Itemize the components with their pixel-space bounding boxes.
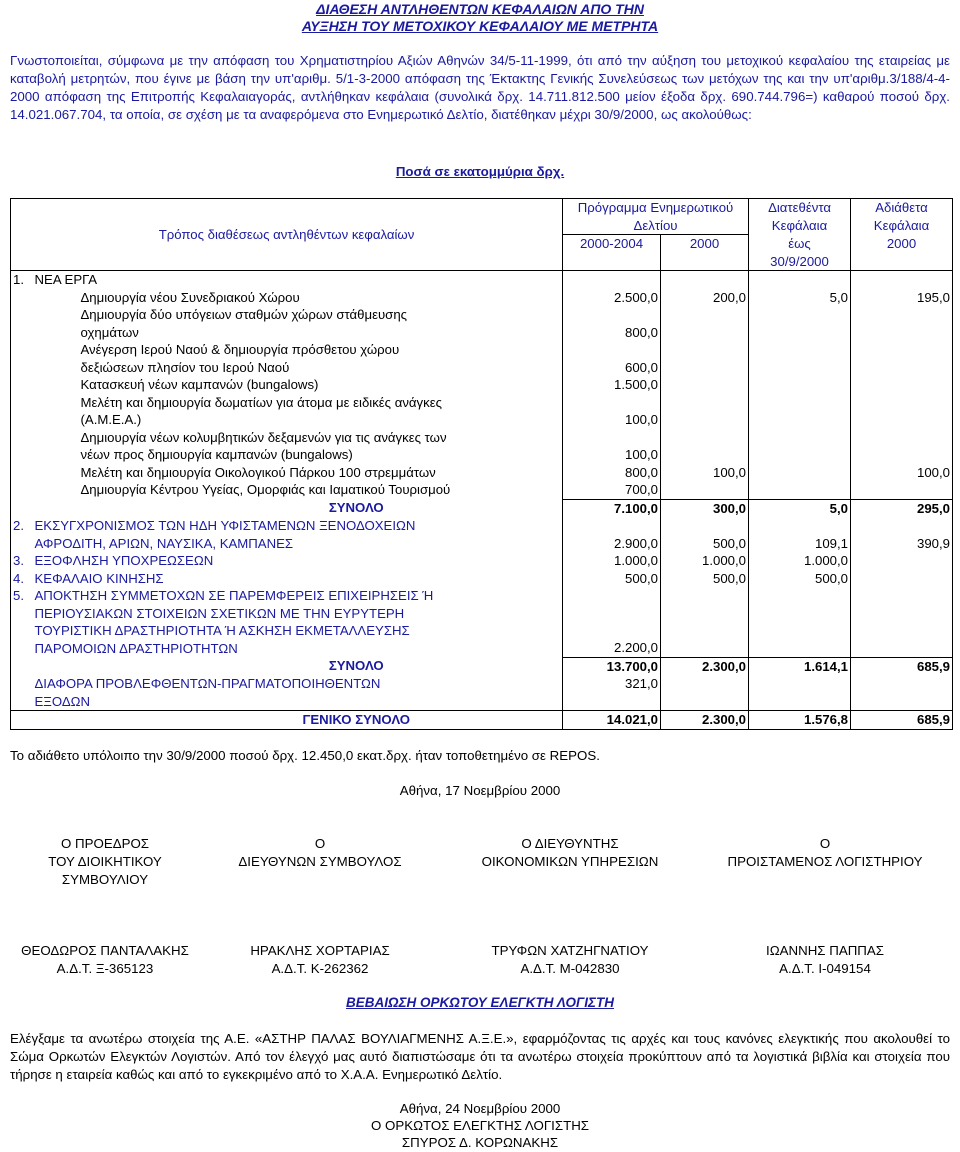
row-text-line: ΕΞΟΦΛΗΣΗ ΥΠΟΧΡΕΩΣΕΩΝ [34, 553, 214, 568]
subtotal-row [11, 499, 953, 517]
row-text-line: (Α.Μ.Ε.Α.) [80, 412, 142, 427]
table-row [11, 289, 953, 307]
row-number-empty [11, 394, 33, 429]
header-program-line1: Πρόγραμμα Ενημερωτικού [563, 199, 749, 217]
header-spent-line3: έως [749, 235, 851, 253]
signatory-title-line: Ο ΔΙΕΥΘΥΝΤΗΣ [521, 836, 619, 851]
value-unused: 685,9 [851, 711, 953, 730]
signatory-title-2 [200, 835, 440, 889]
value-program-total: 13.700,0 [563, 657, 661, 675]
row-text-line: Δημιουργία νέων κολυμβητικών δεξαμενών για τις ανάγκες των [80, 429, 447, 445]
value-unused [851, 306, 953, 341]
section-description [33, 517, 563, 552]
row-description [33, 289, 563, 307]
row-text-line: ΔΙΑΦΟΡΑ ΠΡΟΒΛΕΦΘΕΝΤΩΝ-ΠΡΑΓΜΑΤΟΠΟΙΗΘΕΝΤΩΝ [34, 676, 381, 691]
row-text-line: οχημάτων [80, 324, 139, 340]
value-program-2000 [661, 306, 749, 341]
row-number-empty [11, 675, 33, 711]
row-text-line: Μελέτη και δημιουργία δωματίων για άτομα με ειδικές ανάγκες [80, 394, 442, 410]
row-text-line: ΠΑΡΟΜΟΙΩΝ ΔΡΑΣΤΗΡΙΟΤΗΤΩΝ [34, 640, 238, 656]
row-number-empty [11, 499, 33, 517]
signatory-name: ΙΩΑΝΝΗΣ ΠΑΠΠΑΣ [766, 943, 884, 958]
allocation-table [10, 198, 953, 730]
value-spent: 109,1 [749, 517, 851, 552]
value-program-total: 800,0 [563, 306, 661, 341]
section-title: ΝΕΑ ΕΡΓΑ [33, 271, 563, 289]
row-number-empty [11, 481, 33, 499]
value-program-total: 500,0 [563, 570, 661, 588]
row-text-line: ΤΟΥΡΙΣΤΙΚΗ ΔΡΑΣΤΗΡΙΟΤΗΤΑ Ή ΑΣΚΗΣΗ ΕΚΜΕΤΑΛΛΕΥΣΗΣ [34, 623, 410, 638]
row-text-line: νέων προς δημιουργία καμπανών (bungalows) [80, 447, 353, 462]
row-number-empty [11, 464, 33, 482]
value-unused: 390,9 [851, 517, 953, 552]
row-description [33, 306, 563, 341]
value-program-2000 [661, 341, 749, 376]
table-row [11, 376, 953, 394]
row-text-line: Δημιουργία δύο υπόγειων σταθμών χώρων στάθμευσης [80, 307, 408, 322]
section-description [33, 552, 563, 570]
signatory-title-3 [440, 835, 700, 889]
value-program-total: 1.500,0 [563, 376, 661, 394]
signatory-title-line: ΠΡΟΙΣΤΑΜΕΝΟΣ ΛΟΓΙΣΤΗΡΙΟΥ [727, 854, 923, 869]
signatory-titles [10, 835, 950, 889]
amounts-unit-note: Ποσά σε εκατομμύρια δρχ. [395, 164, 565, 179]
intro-paragraph: Γνωστοποιείται, σύμφωνα με την απόφαση του Χρηματιστηρίου Αξιών Αθηνών 34/5-11-1999, ότι από την αύξηση του μετοχικού κεφαλαίου της εταιρείας με καταβολή μετρητών, που έγινε με βάση την υπ'αριθμ. 5/1-3-2000 απόφαση της Έκτακτης Γενικής Συνελεύσεως των μετόχων της και την υπ'αριθμ.3/188/4-4-2000 απόφαση της Επιτροπής Κεφαλαιαγοράς, αντλήθηκαν κεφάλαια (συνολικά δρχ. 14.711.812.500 μείον έξοδα δρχ. 690.744.796=) καθαρού ποσού δρχ. 14.021.067.704, τα οποία, σε σχέση με τα αναφερόμενα στο Ενημερωτικό Δελτίο, διατέθηκαν μέχρι 30/9/2000, ως ακολούθως: [10, 53, 950, 122]
section-number: 4. [11, 570, 33, 588]
signatory-title-4 [700, 835, 950, 889]
value-program-total: 2.900,0 [563, 517, 661, 552]
value-spent [749, 271, 851, 289]
value-program-2000 [661, 376, 749, 394]
row-number-empty [11, 289, 33, 307]
value-spent: 1.000,0 [749, 552, 851, 570]
value-unused: 295,0 [851, 499, 953, 517]
value-program-2000: 2.300,0 [661, 711, 749, 730]
value-program-total: 2.500,0 [563, 289, 661, 307]
header-empty-cell [563, 253, 661, 271]
value-spent [749, 481, 851, 499]
value-spent [749, 675, 851, 711]
header-spent-line4: 30/9/2000 [749, 253, 851, 271]
repos-note: Το αδιάθετο υπόλοιπο την 30/9/2000 ποσού δρχ. 12.450,0 εκατ.δρχ. ήταν τοποθετημένο σε REPOS. [10, 748, 600, 763]
row-description [33, 429, 563, 464]
row-text-line: Δημιουργία Κέντρου Υγείας, Ομορφιάς και Ιαματικού Τουρισμού [80, 482, 451, 497]
value-program-total: 321,0 [563, 675, 661, 711]
value-spent: 500,0 [749, 570, 851, 588]
row-number-empty [11, 376, 33, 394]
row-text-line: ΑΠΟΚΤΗΣΗ ΣΥΜΜΕΤΟΧΩΝ ΣΕ ΠΑΡΕΜΦΕΡΕΙΣ ΕΠΙΧΕΙΡΗΣΕΙΣ Ή [34, 588, 434, 603]
section-row [11, 587, 953, 657]
value-unused [851, 271, 953, 289]
value-spent [749, 341, 851, 376]
header-unused-line2: Κεφάλαια [851, 217, 953, 235]
table-row [11, 481, 953, 499]
subtotal-label: ΣΥΝΟΛΟ [328, 500, 384, 515]
audit-title: ΒΕΒΑΙΩΣΗ ΟΡΚΩΤΟΥ ΕΛΕΓΚΤΗ ΛΟΓΙΣΤΗ [346, 995, 614, 1010]
document-title-line1: ΔΙΑΘΕΣΗ ΑΝΤΛΗΘΕΝΤΩΝ ΚΕΦΑΛΑΙΩΝ ΑΠΟ ΤΗΝ [316, 1, 644, 17]
value-program-total: 600,0 [563, 341, 661, 376]
signatory-block-2 [200, 942, 440, 978]
signatory-title-line: Ο [314, 836, 326, 851]
signatory-block-3 [440, 942, 700, 978]
value-unused: 685,9 [851, 657, 953, 675]
section-heading-row [11, 271, 953, 289]
row-number-empty [11, 711, 33, 730]
value-program-2000 [661, 675, 749, 711]
section-description [33, 570, 563, 588]
auditor-place-date: Αθήνα, 24 Νοεμβρίου 2000 [399, 1101, 561, 1116]
signatory-title-line: ΤΟΥ ΔΙΟΙΚΗΤΙΚΟΥ [48, 854, 162, 869]
row-number-empty [11, 306, 33, 341]
value-program-2000 [661, 481, 749, 499]
section-number: 5. [11, 587, 33, 657]
signatory-title-line: Ο ΠΡΟΕΔΡΟΣ [60, 836, 150, 851]
auditor-role: Ο ΟΡΚΩΤΟΣ ΕΛΕΓΚΤΗΣ ΛΟΓΙΣΤΗΣ [370, 1118, 590, 1133]
value-program-total: 1.000,0 [563, 552, 661, 570]
value-spent: 1.614,1 [749, 657, 851, 675]
total-label: ΣΥΝΟΛΟ [328, 658, 384, 673]
header-unused-line1: Αδιάθετα [851, 199, 953, 217]
value-spent [749, 464, 851, 482]
section-number: 2. [11, 517, 33, 552]
section-row [11, 517, 953, 552]
total-row [11, 657, 953, 675]
value-unused: 195,0 [851, 289, 953, 307]
header-empty-cell [661, 253, 749, 271]
value-spent [749, 376, 851, 394]
value-unused [851, 552, 953, 570]
row-description [33, 464, 563, 482]
value-program-total: 7.100,0 [563, 499, 661, 517]
table-row [11, 341, 953, 376]
auditor-name: ΣΠΥΡΟΣ Δ. ΚΟΡΩΝΑΚΗΣ [401, 1135, 559, 1150]
section-row [11, 552, 953, 570]
signatory-block-4 [700, 942, 950, 978]
place-date: Αθήνα, 17 Νοεμβρίου 2000 [399, 783, 561, 798]
value-unused: 100,0 [851, 464, 953, 482]
header-unused-line3: 2000 [851, 235, 953, 253]
signatory-name: ΗΡΑΚΛΗΣ ΧΟΡΤΑΡΙΑΣ [250, 943, 390, 958]
value-program-2000 [661, 271, 749, 289]
value-unused [851, 481, 953, 499]
value-spent: 5,0 [749, 289, 851, 307]
value-unused [851, 570, 953, 588]
row-description [33, 341, 563, 376]
header-spent-line2: Κεφάλαια [749, 217, 851, 235]
signatory-name: ΤΡΥΦΩΝ ΧΑΤΖΗΓΝΑΤΙΟΥ [491, 943, 649, 958]
signatory-name: ΘΕΟΔΩΡΟΣ ΠΑΝΤΑΛΑΚΗΣ [21, 943, 189, 958]
row-number-empty [11, 657, 33, 675]
row-number-empty [11, 341, 33, 376]
value-spent: 5,0 [749, 499, 851, 517]
value-program-2000 [661, 394, 749, 429]
value-unused [851, 376, 953, 394]
row-description [33, 394, 563, 429]
header-empty-cell [851, 253, 953, 271]
table-header-row [11, 199, 953, 217]
grand-total-row [11, 711, 953, 730]
value-program-total: 100,0 [563, 429, 661, 464]
value-program-total: 14.021,0 [563, 711, 661, 730]
value-unused [851, 394, 953, 429]
signatory-title-line: ΔΙΕΥΘΥΝΩΝ ΣΥΜΒΟΥΛΟΣ [238, 854, 402, 869]
row-description [33, 376, 563, 394]
value-unused [851, 675, 953, 711]
row-text-line: ΠΕΡΙΟΥΣΙΑΚΩΝ ΣΤΟΙΧΕΙΩΝ ΣΧΕΤΙΚΩΝ ΜΕ ΤΗΝ ΕΥΡΥΤΕΡΗ [34, 605, 405, 621]
value-program-2000: 2.300,0 [661, 657, 749, 675]
signatory-title-line: Ο [819, 836, 831, 851]
table-row [11, 429, 953, 464]
row-text-line: ΕΞΟΔΩΝ [34, 693, 91, 709]
signatory-block-1 [10, 942, 200, 978]
row-description [33, 481, 563, 499]
header-period-2000: 2000 [661, 235, 749, 253]
value-program-2000: 1.000,0 [661, 552, 749, 570]
signatory-id: Α.Δ.Τ. Ξ-365123 [56, 961, 154, 976]
row-text-line: Ανέγερση Ιερού Ναού & δημιουργία πρόσθετου χώρου [80, 342, 400, 357]
row-text-line: ΑΦΡΟΔΙΤΗ, ΑΡΙΩΝ, ΝΑΥΣΙΚΑ, ΚΑΜΠΑΝΕΣ [34, 535, 294, 551]
value-spent [749, 587, 851, 657]
document-title-line2: ΑΥΞΗΣΗ ΤΟΥ ΜΕΤΟΧΙΚΟΥ ΚΕΦΑΛΑΙΟΥ ΜΕ ΜΕΤΡΗΤΑ [301, 18, 659, 34]
table-row [11, 394, 953, 429]
row-number-empty [11, 429, 33, 464]
value-program-total: 2.200,0 [563, 587, 661, 657]
value-unused [851, 429, 953, 464]
signatory-title-line: ΟΙΚΟΝΟΜΙΚΩΝ ΥΠΗΡΕΣΙΩΝ [481, 854, 659, 869]
value-program-total [563, 271, 661, 289]
value-program-2000 [661, 587, 749, 657]
difference-row [11, 675, 953, 711]
grand-total-label: ΓΕΝΙΚΟ ΣΥΝΟΛΟ [33, 711, 563, 730]
value-program-2000: 300,0 [661, 499, 749, 517]
value-program-2000: 100,0 [661, 464, 749, 482]
value-spent [749, 306, 851, 341]
value-program-2000: 200,0 [661, 289, 749, 307]
row-text-line: δεξιώσεων πλησίον του Ιερού Ναού [80, 359, 290, 375]
row-text-line: ΕΚΣΥΓΧΡΟΝΙΣΜΟΣ ΤΩΝ ΗΔΗ ΥΦΙΣΤΑΜΕΝΩΝ ΞΕΝΟΔΟΧΕΙΩΝ [34, 518, 416, 533]
table-row [11, 306, 953, 341]
row-text-line: Μελέτη και δημιουργία Οικολογικού Πάρκου 100 στρεμμάτων [80, 464, 436, 480]
value-spent [749, 394, 851, 429]
section-row [11, 570, 953, 588]
signatory-title-line: ΣΥΜΒΟΥΛΙΟΥ [61, 872, 149, 887]
signatory-title-1 [10, 835, 200, 889]
header-spent-line1: Διατεθέντα [749, 199, 851, 217]
signatory-id: Α.Δ.Τ. Κ-262362 [271, 961, 369, 976]
allocation-table-body [11, 199, 953, 730]
section-number: 3. [11, 552, 33, 570]
value-program-2000: 500,0 [661, 570, 749, 588]
section-description [33, 587, 563, 657]
row-text-line: ΚΕΦΑΛΑΙΟ ΚΙΝΗΣΗΣ [34, 570, 164, 586]
header-description: Τρόπος διαθέσεως αντληθέντων κεφαλαίων [11, 199, 563, 271]
difference-description [33, 675, 563, 711]
value-spent: 1.576,8 [749, 711, 851, 730]
value-program-2000 [661, 429, 749, 464]
signatory-names [10, 942, 950, 978]
value-program-total: 100,0 [563, 394, 661, 429]
signatory-id: Α.Δ.Τ. Μ-042830 [520, 961, 620, 976]
auditor-block [10, 1100, 950, 1151]
value-program-2000: 500,0 [661, 517, 749, 552]
value-unused [851, 587, 953, 657]
section-number: 1. [11, 271, 33, 289]
signatory-id: Α.Δ.Τ. Ι-049154 [779, 961, 871, 976]
row-text-line: Δημιουργία νέου Συνεδριακού Χώρου [80, 289, 300, 305]
value-program-total: 800,0 [563, 464, 661, 482]
row-text-line: Κατασκευή νέων καμπανών (bungalows) [80, 377, 319, 392]
value-unused [851, 341, 953, 376]
value-program-total: 700,0 [563, 481, 661, 499]
table-row [11, 464, 953, 482]
value-spent [749, 429, 851, 464]
header-period-total: 2000-2004 [563, 235, 661, 253]
header-program-line2: Δελτίου [563, 217, 749, 235]
audit-paragraph: Ελέγξαμε τα ανωτέρω στοιχεία της Α.Ε. «ΑΣΤΗΡ ΠΑΛΑΣ ΒΟΥΛΙΑΓΜΕΝΗΣ Α.Ξ.Ε.», εφαρμόζοντας τις αρχές και τους κανόνες ελεγκτικής που ακολουθεί το Σώμα Ορκωτών Ελεγκτών Λογιστών. Από τον έλεγχό μας αυτό διαπιστώσαμε ότι τα ανωτέρω στοιχεία προκύπτουν από τα λογιστικά βιβλία και στοιχεία που τήρησε η εταιρεία καθώς και από το εγκεκριμένο από το Χ.Α.Α. Ενημερωτικό Δελτίο. [10, 1031, 950, 1082]
